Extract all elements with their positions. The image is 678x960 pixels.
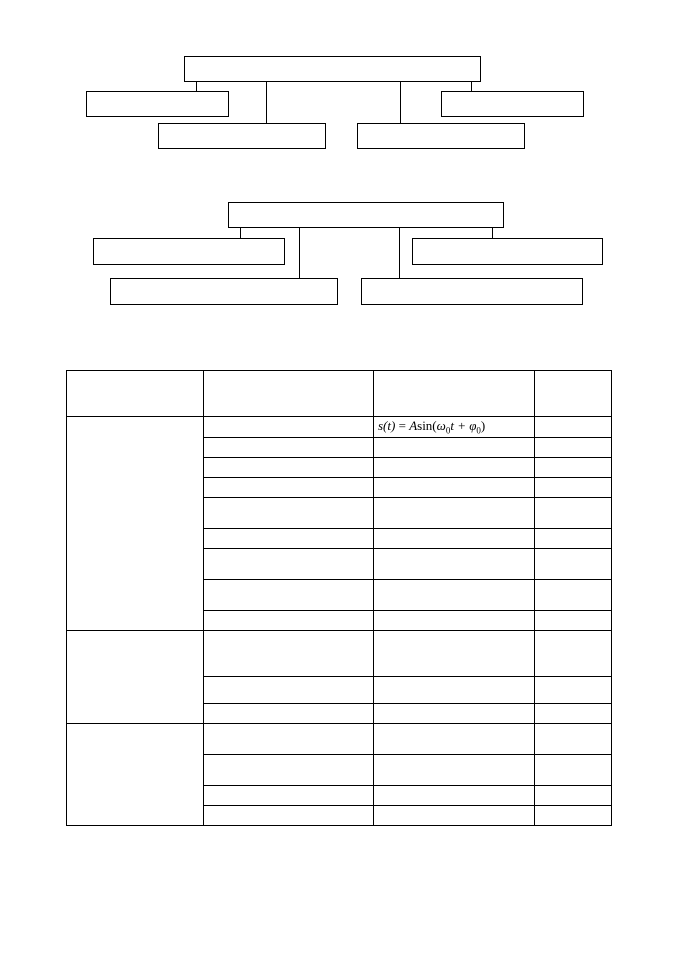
diagram-2-child-box-3	[361, 278, 583, 305]
table-cell	[374, 786, 535, 806]
table-cell	[374, 458, 535, 478]
table-cell	[204, 611, 374, 631]
table-cell	[374, 438, 535, 458]
table-cell	[204, 417, 374, 438]
table-cell	[535, 755, 612, 786]
table-cell	[535, 631, 612, 677]
diagram-1-child-box-2	[158, 123, 326, 149]
table-cell	[204, 580, 374, 611]
diagram-2-connector-left-outer	[240, 228, 241, 238]
table-cell	[204, 438, 374, 458]
diagram-1-child-box-4	[441, 91, 584, 117]
header-cell-1	[67, 371, 204, 417]
table-cell	[535, 724, 612, 755]
table-cell	[374, 755, 535, 786]
table-cell	[204, 724, 374, 755]
table-row	[67, 417, 612, 438]
table-header-row	[67, 371, 612, 417]
diagram-2-connector-right-outer	[492, 228, 493, 238]
table-cell	[535, 580, 612, 611]
table-cell	[374, 611, 535, 631]
signal-table	[66, 370, 612, 826]
table-cell	[204, 704, 374, 724]
table-cell	[374, 529, 535, 549]
diagram-2-root-box	[228, 202, 504, 228]
diagram-1-connector-right-inner	[400, 82, 401, 123]
diagram-1-child-box-3	[357, 123, 525, 149]
diagram-2-child-box-4	[412, 238, 603, 265]
table-cell	[204, 755, 374, 786]
table-cell	[204, 529, 374, 549]
diagram-2-connector-left-inner	[299, 228, 300, 278]
table-cell	[374, 580, 535, 611]
table-cell	[204, 458, 374, 478]
table-cell	[535, 611, 612, 631]
diagram-1-child-box-1	[86, 91, 229, 117]
diagram-1-connector-right-outer	[471, 82, 472, 91]
table-cell	[535, 458, 612, 478]
table-cell	[374, 677, 535, 704]
group-cell-3	[67, 724, 204, 826]
table-cell	[535, 417, 612, 438]
table-cell	[374, 549, 535, 580]
header-cell-2	[204, 371, 374, 417]
table-cell	[204, 498, 374, 529]
table-cell	[535, 438, 612, 458]
table-cell	[204, 478, 374, 498]
table-row	[67, 631, 612, 677]
table-cell	[535, 677, 612, 704]
group-cell-1	[67, 417, 204, 631]
table-cell	[535, 786, 612, 806]
table-cell	[204, 677, 374, 704]
diagram-1-root-box	[184, 56, 481, 82]
diagram-2-child-box-1	[93, 238, 285, 265]
table-cell	[204, 549, 374, 580]
table-cell	[374, 704, 535, 724]
diagram-1-connector-left-inner	[266, 82, 267, 123]
table-cell	[535, 498, 612, 529]
table-cell	[535, 478, 612, 498]
table-cell	[204, 631, 374, 677]
sinusoid-formula: $s(t) = Asin(\omega_0t + \varphi_0)$	[378, 418, 486, 436]
diagram-2-connector-right-inner	[399, 228, 400, 278]
table-cell	[535, 529, 612, 549]
table-cell	[204, 786, 374, 806]
diagram-2-child-box-2	[110, 278, 338, 305]
table-cell	[535, 549, 612, 580]
table-cell	[374, 498, 535, 529]
table-cell	[535, 704, 612, 724]
header-cell-3	[374, 371, 535, 417]
table-row	[67, 724, 612, 755]
header-cell-4	[535, 371, 612, 417]
table-cell	[374, 806, 535, 826]
table-cell	[535, 806, 612, 826]
table-cell	[374, 478, 535, 498]
table-cell	[374, 724, 535, 755]
group-cell-2	[67, 631, 204, 724]
diagram-1-connector-left-outer	[196, 82, 197, 91]
table-cell	[204, 806, 374, 826]
table-cell	[374, 631, 535, 677]
formula-cell	[374, 417, 535, 438]
